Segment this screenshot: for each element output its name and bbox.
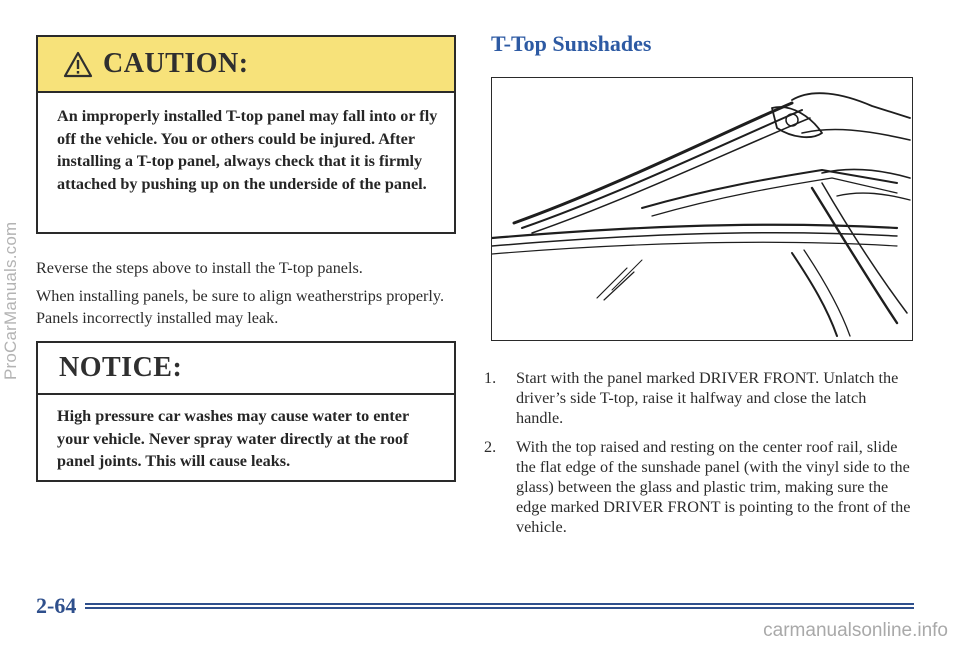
step-text: Start with the panel marked DRIVER FRONT. Unlatch the driver’s side T-top, raise it halfway and close the latch handle.	[516, 369, 899, 428]
caution-box	[36, 35, 456, 234]
caution-title: CAUTION:	[103, 48, 249, 79]
side-watermark: ProCarManuals.com	[1, 221, 20, 380]
footer-rule	[85, 603, 914, 609]
caution-header	[38, 37, 454, 93]
sunshade-illustration	[491, 77, 913, 341]
step-text: With the top raised and resting on the center roof rail, slide the flat edge of the sunshade panel (with the vinyl side to the glass) between the glass and plastic trim, making sure the edge marked DRIVER FRONT is pointing to the front of the vehicle.	[516, 437, 911, 537]
body-paragraph-2: When installing panels, be sure to align weatherstrips properly. Panels incorrectly installed may leak.	[36, 287, 445, 327]
list-item	[484, 437, 914, 538]
steps-list	[484, 368, 914, 546]
step-number: 2.	[484, 437, 497, 456]
t-top-sunshade-drawing	[492, 78, 911, 339]
page-number: 2-64	[36, 593, 77, 618]
step-number: 1.	[484, 369, 497, 387]
caution-text: An improperly installed T-top panel may fall into or fly off the vehicle. You or others could be injured. After installing a T-top panel, always check that it is firmly attached by pushing up on the underside of the panel.	[57, 107, 438, 193]
section-title: T-Top Sunshades	[491, 31, 652, 56]
notice-header	[38, 343, 454, 395]
list-item	[484, 368, 914, 429]
notice-text: High pressure car washes may cause water to enter your vehicle. Never spray water directly at the roof panel joints. This will cause leaks.	[57, 407, 409, 471]
notice-box	[36, 341, 456, 482]
bottom-watermark: carmanualsonline.info	[763, 620, 948, 641]
page-footer	[36, 593, 914, 618]
notice-title: NOTICE:	[59, 352, 183, 383]
body-paragraph-1: Reverse the steps above to install the T-top panels.	[36, 259, 363, 277]
warning-triangle-icon	[63, 51, 93, 78]
